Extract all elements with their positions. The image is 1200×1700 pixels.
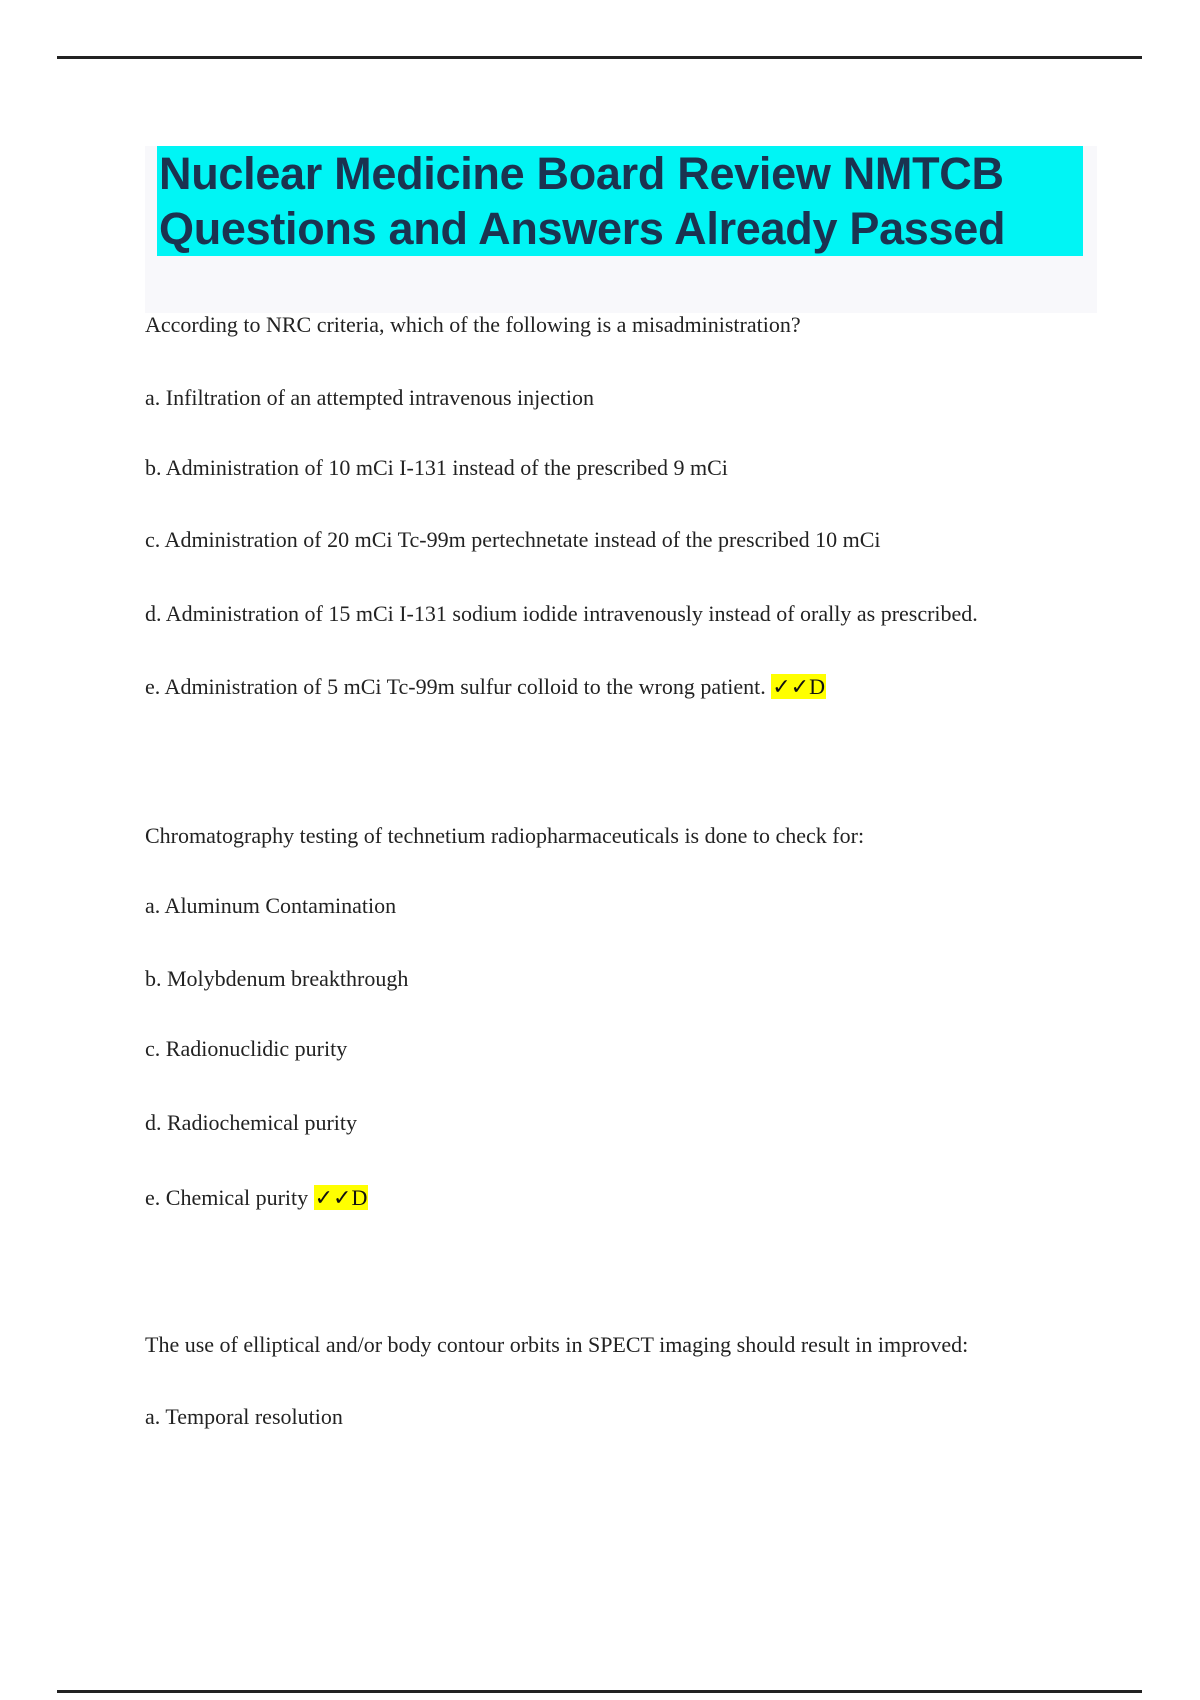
q2-option-a: a. Aluminum Contamination — [145, 893, 397, 918]
q1-option-e-text: e. Administration of 5 mCi Tc-99m sulfur colloid to the wrong patient. — [145, 674, 766, 699]
q1-option-b: b. Administration of 10 mCi I-131 instead of the prescribed 9 mCi — [145, 455, 728, 480]
q1-option-d: d. Administration of 15 mCi I-131 sodium iodide intravenously instead of orally as prescribed. — [145, 601, 978, 626]
title-line-1: Nuclear Medicine Board Review NMTCB — [159, 148, 1004, 199]
answer-badge: ✓✓D — [772, 674, 825, 699]
q2-option-e-text: e. Chemical purity — [145, 1185, 309, 1210]
q2-option-e — [145, 1185, 368, 1211]
question-2: Chromatography testing of technetium radiopharmaceuticals is done to check for: — [145, 823, 865, 848]
question-3: The use of elliptical and/or body contour orbits in SPECT imaging should result in improved: — [145, 1332, 969, 1357]
q2-option-b: b. Molybdenum breakthrough — [145, 966, 409, 991]
footer-rule — [57, 1690, 1142, 1693]
title-block — [145, 146, 1097, 313]
title-line-2: Questions and Answers Already Passed — [159, 203, 1006, 254]
question-1: According to NRC criteria, which of the following is a misadministration? — [145, 312, 801, 337]
q1-option-c: c. Administration of 20 mCi Tc-99m pertechnetate instead of the prescribed 10 mCi — [145, 527, 881, 552]
q1-option-e — [145, 674, 826, 700]
answer-badge: ✓✓D — [314, 1185, 368, 1210]
q2-option-c: c. Radionuclidic purity — [145, 1036, 348, 1061]
q2-option-d: d. Radiochemical purity — [145, 1110, 357, 1135]
document-title — [157, 146, 1083, 256]
q1-option-a: a. Infiltration of an attempted intravenous injection — [145, 385, 595, 410]
header-rule — [57, 56, 1142, 59]
q3-option-a: a. Temporal resolution — [145, 1404, 343, 1429]
